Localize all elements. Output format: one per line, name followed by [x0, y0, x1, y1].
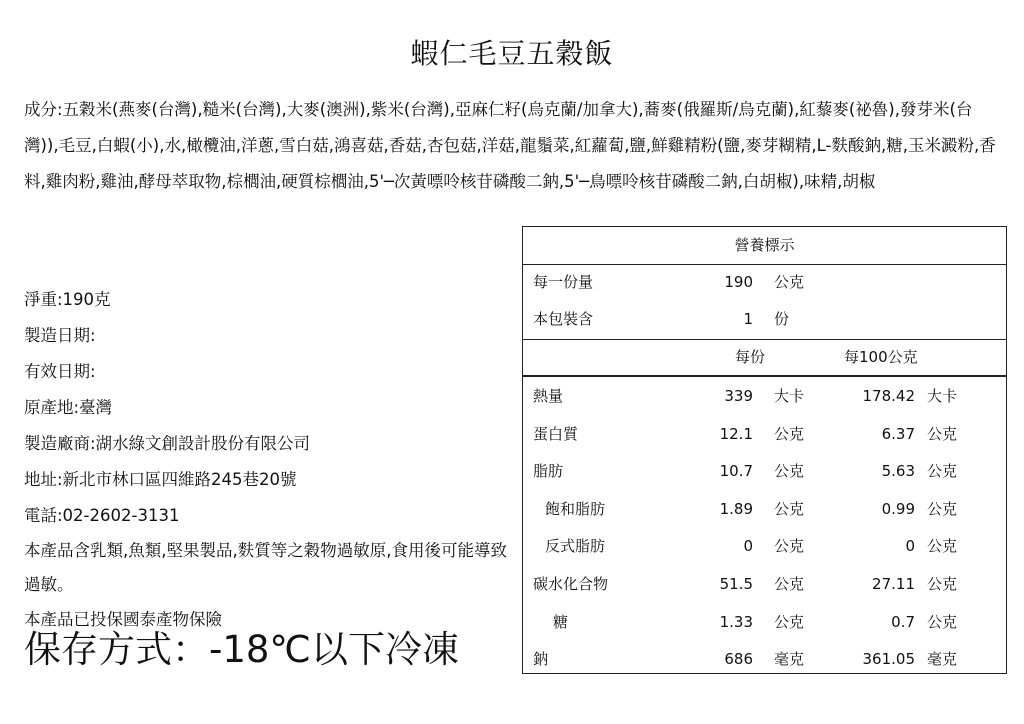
storage-method: 保存方式：-18℃以下冷凍 [24, 628, 459, 671]
per-100g-value: 27.11 [872, 575, 915, 593]
serving-size-unit: 公克 [774, 273, 805, 291]
expiry-date: 有效日期: [24, 362, 96, 381]
nutrient-row [523, 604, 1006, 641]
nutrient-label: 蛋白質 [533, 424, 579, 443]
per-serving-value: 10.7 [719, 462, 753, 481]
col-per-serving: 每份 [735, 348, 766, 366]
product-info [24, 282, 514, 638]
per-serving-unit: 公克 [774, 462, 805, 481]
manufacturer: 製造廠商:湖水綠文創設計股份有限公司 [24, 434, 311, 453]
per-100g-unit: 公克 [927, 537, 958, 556]
per-serving-unit: 公克 [774, 424, 805, 443]
per-100g-unit: 毫克 [927, 650, 958, 669]
per-100g-unit: 公克 [927, 612, 958, 631]
per-100g-value: 0 [905, 537, 915, 556]
serving-size-label: 每一份量 [533, 273, 594, 291]
net-weight: 淨重:190克 [24, 290, 111, 309]
nutrient-row [523, 453, 1006, 490]
per-serving-value: 686 [724, 650, 753, 669]
nutrient-row [523, 491, 1006, 528]
per-100g-value: 178.42 [862, 387, 915, 405]
per-serving-value: 1.33 [719, 612, 753, 631]
per-100g-value: 0.99 [881, 499, 915, 518]
nutrition-header-row [523, 227, 1006, 264]
per-serving-unit: 大卡 [774, 387, 805, 405]
nutrient-label: 糖 [553, 612, 569, 631]
per-100g-value: 0.7 [891, 612, 915, 631]
servings-label: 本包裝含 [533, 310, 594, 328]
per-serving-unit: 公克 [774, 612, 805, 631]
servings-per-package-row [523, 301, 1006, 338]
column-header-row [523, 339, 1006, 376]
nutrient-label: 脂肪 [533, 462, 564, 481]
per-serving-unit: 毫克 [774, 650, 805, 669]
per-serving-value: 0 [743, 537, 753, 556]
nutrient-label: 飽和脂肪 [545, 499, 606, 518]
per-serving-unit: 公克 [774, 575, 805, 593]
per-100g-unit: 公克 [927, 499, 958, 518]
servings-value: 1 [743, 310, 753, 328]
per-serving-value: 12.1 [719, 424, 753, 443]
servings-unit: 份 [774, 310, 790, 328]
nutrient-row [523, 566, 1006, 603]
per-100g-value: 361.05 [862, 650, 915, 669]
nutrient-row [523, 416, 1006, 453]
per-100g-unit: 公克 [927, 424, 958, 443]
nutrient-row [523, 641, 1006, 678]
per-100g-value: 6.37 [881, 424, 915, 443]
nutrition-table [522, 226, 1007, 674]
per-serving-value: 1.89 [719, 499, 753, 518]
allergen-warning: 本產品含乳類,魚類,堅果製品,麩質等之穀物過敏原,食用後可能導致過敏。 [24, 541, 507, 594]
ingredients-text: 成分:五穀米(燕麥(台灣),糙米(台灣),大麥(澳洲),紫米(台灣),亞麻仁籽(烏克蘭/加拿大),蕎麥(俄羅斯/烏克蘭),紅藜麥(祕魯),發芽米(台灣)),毛豆,白蝦(小),水,橄欖油,洋蔥,雪白菇,鴻喜菇,香菇,杏包菇,洋菇,龍鬚菜,紅蘿蔔,鹽,鮮雞精粉(鹽,麥芽糊精,L-麩酸鈉,糖,玉米澱粉,香料,雞肉粉,雞油,酵母萃取物,棕櫚油,硬質棕櫚油,5'─次黃嘌呤核苷磷酸二鈉,5'─鳥嘌呤核苷磷酸二鈉,白胡椒),味精,胡椒 [24, 100, 996, 191]
nutrient-label: 碳水化合物 [533, 575, 609, 593]
per-serving-unit: 公克 [774, 537, 805, 556]
per-100g-unit: 大卡 [927, 387, 958, 405]
per-serving-unit: 公克 [774, 499, 805, 518]
insurance-note: 本產品已投保國泰產物保險 [24, 610, 222, 629]
per-serving-value: 339 [724, 387, 753, 405]
address: 地址:新北市林口區四維路245巷20號 [24, 470, 297, 489]
nutrient-label: 反式脂肪 [545, 537, 606, 556]
per-100g-unit: 公克 [927, 462, 958, 481]
serving-size-value: 190 [724, 273, 753, 291]
manufacture-date: 製造日期: [24, 326, 96, 345]
origin: 原產地:臺灣 [24, 398, 113, 417]
serving-size-row [523, 264, 1006, 301]
divider [523, 375, 1006, 377]
nutrient-label: 熱量 [533, 387, 564, 405]
per-100g-value: 5.63 [881, 462, 915, 481]
nutrient-row [523, 528, 1006, 565]
per-serving-value: 51.5 [719, 575, 753, 593]
nutrient-row [523, 378, 1006, 415]
phone: 電話:02-2602-3131 [24, 506, 180, 525]
nutrient-label: 鈉 [533, 650, 549, 669]
product-title: 蝦仁毛豆五穀飯 [410, 37, 614, 70]
per-100g-unit: 公克 [927, 575, 958, 593]
col-per-100g: 每100公克 [844, 348, 918, 366]
nutrition-header: 營養標示 [734, 236, 795, 254]
